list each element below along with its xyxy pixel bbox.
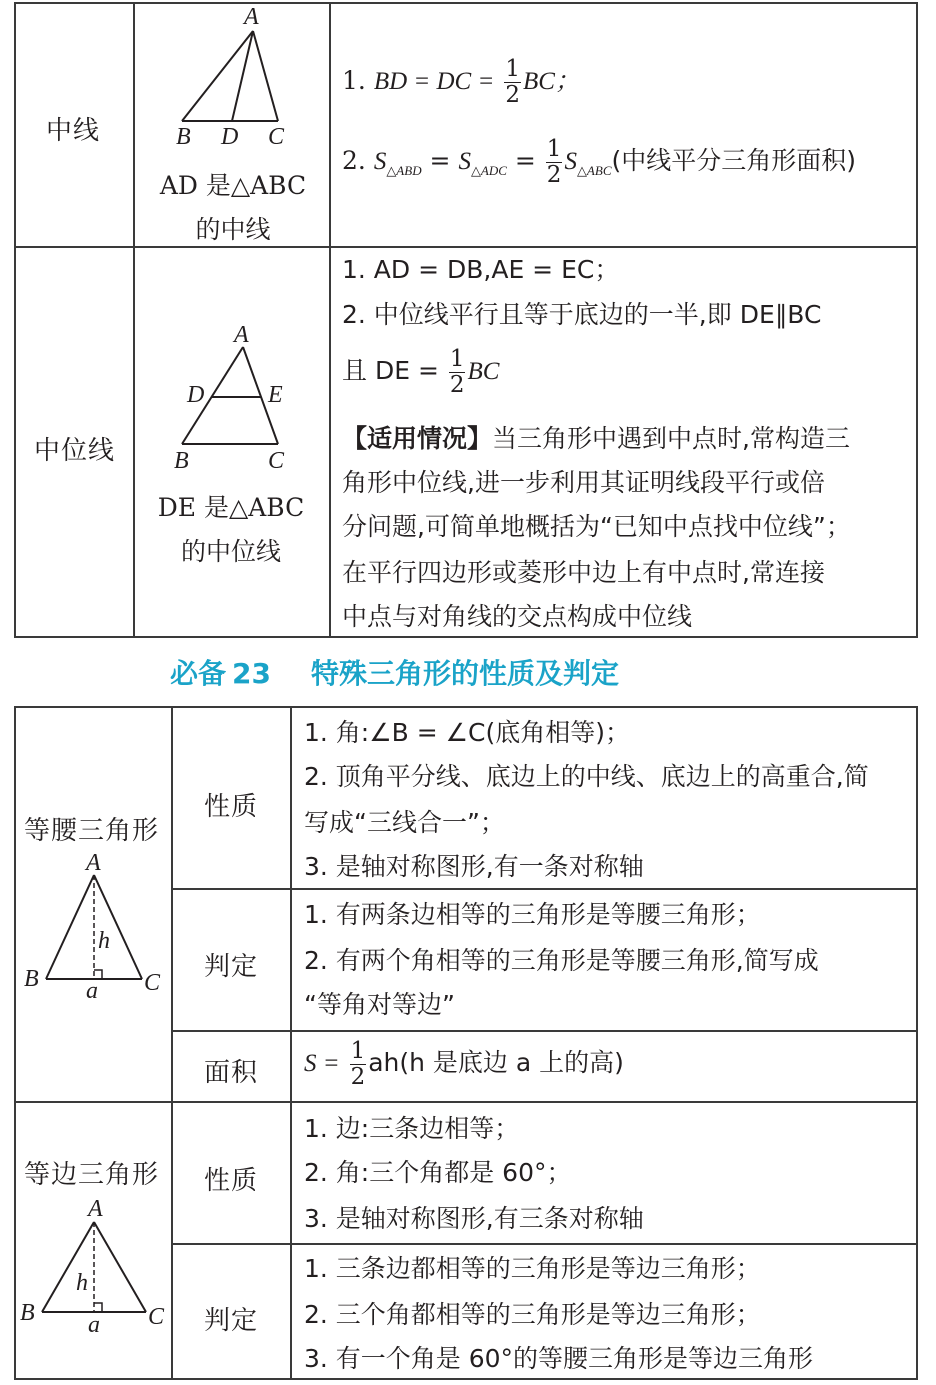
midline-note-line5: 中点与对角线的交点构成中位线 (342, 602, 693, 631)
isosceles-judge-2: 2. 有两个角相等的三角形是等腰三角形,简写成 (304, 946, 819, 975)
section-heading: 必备 23 特殊三角形的性质及判定 (170, 657, 619, 690)
midline-property-3: 且 DE = $\frac{1}{2}$ BC (342, 346, 500, 398)
equilateral-point-b: B (20, 1300, 35, 1326)
midline-property-1: 1. AD = DB,AE = EC； (342, 255, 620, 284)
equilateral-property-2: 2. 角:三个角都是 60°； (304, 1158, 572, 1187)
midline-point-c: C (268, 448, 285, 474)
midline-label: 中位线 (34, 436, 116, 466)
equilateral-label: 等边三角形 (24, 1160, 160, 1190)
median-point-c: C (268, 124, 285, 150)
median-caption-line2: 的中线 (195, 215, 271, 244)
equilateral-property-3: 3. 是轴对称图形,有三条对称轴 (304, 1204, 644, 1233)
median-fraction-2: $\frac{1}{2}$ (546, 136, 562, 188)
isosceles-point-c: C (144, 970, 161, 996)
equilateral-base-a: a (88, 1312, 100, 1338)
median-point-a: A (244, 4, 259, 30)
midline-note-line2: 角形中位线,进一步利用其证明线段平行或倍 (342, 468, 825, 497)
equilateral-judge-2: 2. 三个角都相等的三角形是等边三角形； (304, 1300, 761, 1329)
equilateral-point-c: C (148, 1304, 165, 1330)
equilateral-point-a: A (88, 1196, 103, 1222)
isosceles-judge-label: 判定 (204, 952, 259, 982)
isosceles-area-formula: S = $\frac{1}{2}$ ah(h 是底边 a 上的高) (304, 1038, 624, 1090)
isosceles-point-a: A (86, 850, 101, 876)
midline-fraction: $\frac{1}{2}$ (449, 346, 465, 398)
equilateral-judge-3: 3. 有一个角是 60°的等腰三角形是等边三角形 (304, 1344, 814, 1373)
equilateral-judge-1: 1. 三条边都相等的三角形是等边三角形； (304, 1254, 761, 1283)
isosceles-property-2: 2. 顶角平分线、底边上的中线、底边上的高重合,简 (304, 762, 869, 791)
median-label: 中线 (46, 116, 101, 146)
equilateral-property-label: 性质 (204, 1166, 259, 1196)
isosceles-height-h: h (98, 928, 110, 954)
isosceles-property-4: 3. 是轴对称图形,有一条对称轴 (304, 852, 644, 881)
midline-property-2: 2. 中位线平行且等于底边的一半,即 DE∥BC (342, 300, 822, 329)
equilateral-property-1: 1. 边:三条边相等； (304, 1114, 520, 1143)
midline-point-e: E (268, 382, 283, 408)
midline-note-line3: 分问题,可简单地概括为“已知中点找中位线”； (342, 512, 851, 541)
midline-note-line1: 【适用情况】当三角形中遇到中点时,常构造三 (342, 424, 850, 453)
area-fraction: $\frac{1}{2}$ (350, 1038, 366, 1090)
isosceles-area-label: 面积 (204, 1058, 259, 1088)
applicable-tag: 【适用情况】 (342, 424, 493, 453)
midline-note-line4: 在平行四边形或菱形中边上有中点时,常连接 (342, 558, 825, 587)
isosceles-property-1: 1. 角:∠B = ∠C(底角相等)； (304, 718, 631, 747)
median-property-2: 2. $S_{\triangle ABD} = S_{\triangle ADC}$ = $\frac{1}{2}$ $S_{\triangle ABC}$(中线平分三角形面积) (342, 136, 857, 188)
median-caption-line1: AD 是△ABC (159, 171, 307, 200)
isosceles-judge-1: 1. 有两条边相等的三角形是等腰三角形； (304, 900, 761, 929)
median-property-1: 1. BD = DC = $\frac{1}{2}$ BC； (342, 56, 580, 108)
midline-caption-line2: 的中位线 (180, 537, 281, 566)
equilateral-height-h: h (76, 1270, 88, 1296)
isosceles-property-label: 性质 (204, 792, 259, 822)
equilateral-judge-label: 判定 (204, 1306, 259, 1336)
isosceles-label: 等腰三角形 (24, 816, 160, 846)
midline-point-a: A (234, 322, 249, 348)
midline-point-d: D (187, 382, 205, 408)
isosceles-property-3: 写成“三线合一”； (304, 808, 505, 837)
median-fraction-1: $\frac{1}{2}$ (505, 56, 520, 108)
isosceles-point-b: B (24, 966, 39, 992)
midline-point-b: B (174, 448, 189, 474)
median-point-d: D (221, 124, 239, 150)
isosceles-base-a: a (86, 978, 98, 1004)
midline-caption-line1: DE 是△ABC (157, 493, 305, 522)
isosceles-judge-3: “等角对等边” (304, 990, 455, 1019)
median-point-b: B (176, 124, 191, 150)
